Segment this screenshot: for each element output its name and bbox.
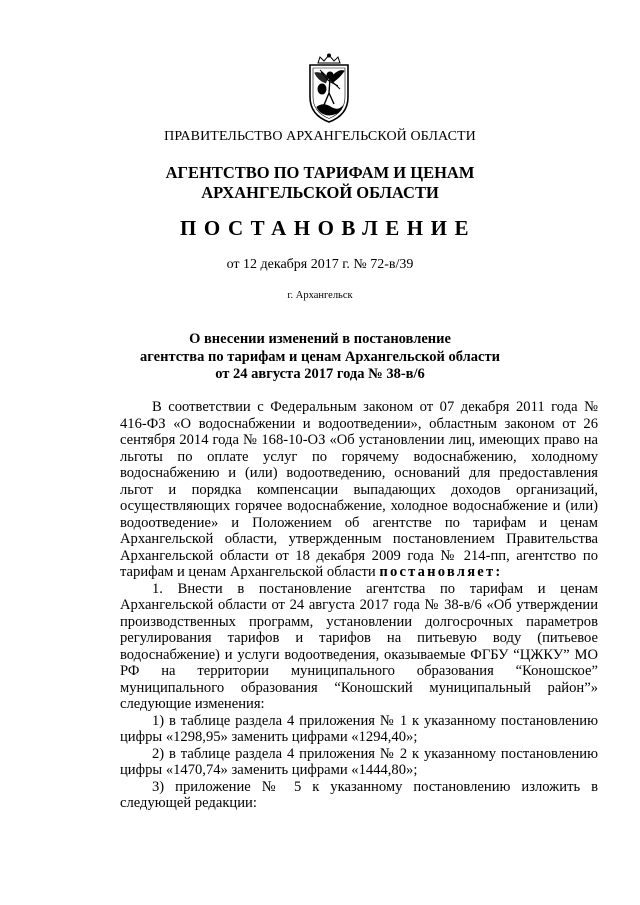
agency-name bbox=[0, 163, 640, 203]
document-subject bbox=[0, 331, 640, 384]
resolves-keyword: постановляет: bbox=[379, 564, 503, 580]
subject-line2: агентства по тарифам и ценам Архангельской области bbox=[140, 348, 500, 365]
agency-name-line2: АРХАНГЕЛЬСКОЙ ОБЛАСТИ bbox=[201, 183, 439, 202]
subject-line1: О внесении изменений в постановление bbox=[189, 331, 451, 347]
document-type: ПОСТАНОВЛЕНИЕ bbox=[180, 216, 476, 240]
document-body bbox=[120, 399, 598, 812]
subclause-2-paragraph: 2) в таблице раздела 4 приложения № 2 к указанному постановлению цифры «1470,74» заменить цифрами «1444,80»; bbox=[120, 745, 598, 778]
coat-of-arms-archangel-icon bbox=[300, 53, 358, 125]
clause-1-paragraph: 1. Внести в постановление агентства по тарифам и ценам Архангельской области от 24 августа 2017 года № 38-в/6 «Об утверждении производственных программ, установлении долгосрочных параметров регулирования тарифов и тарифов на питьевую воду (питьевое водоснабжение) и услуги водоотведения, оказываемые ФГБУ “ЦЖКУ” МО РФ на территории муниципального образования “Коношское” муниципального образования “Коношский муниципальный район”» следующие изменения: bbox=[120, 580, 598, 712]
document-date-number: от 12 декабря 2017 г. № 72-в/39 bbox=[226, 257, 414, 272]
subclause-3-paragraph: 3) приложение № 5 к указанному постановлению изложить в следующей редакции: bbox=[120, 778, 598, 811]
preamble-text: В соответствии с Федеральным законом от 07 декабря 2011 года № 416-ФЗ «О водоснабжении и водоотведении», областным законом от 26 сентября 2014 года № 168-10-ОЗ «Об установлении лиц, имеющих право на льготы по оплате услуг по горячему водоснабжению, холодному водоснабжению и (или) водоотведению, оснований для предоставления льгот и порядка компенсации выпадающих доходов организаций, осуществляющих горячее водоснабжение, холодное водоснабжение и (или) водоотведение» и Положением об агентстве по тарифам и ценам Архангельской области, утвержденным постановлением Правительства Архангельской области от 18 декабря 2009 года № 214-пп, агентство по тарифам и ценам Архангельской области bbox=[120, 399, 598, 580]
emblem bbox=[300, 53, 358, 125]
document-city: г. Архангельск bbox=[287, 290, 353, 301]
subject-line3: от 24 августа 2017 года № 38-в/6 bbox=[215, 366, 425, 382]
government-name: ПРАВИТЕЛЬСТВО АРХАНГЕЛЬСКОЙ ОБЛАСТИ bbox=[164, 129, 476, 144]
preamble-paragraph bbox=[120, 399, 598, 581]
agency-name-line1: АГЕНТСТВО ПО ТАРИФАМ И ЦЕНАМ bbox=[165, 163, 475, 182]
subclause-1-paragraph: 1) в таблице раздела 4 приложения № 1 к указанному постановлению цифры «1298,95» заменить цифрами «1294,40»; bbox=[120, 712, 598, 745]
